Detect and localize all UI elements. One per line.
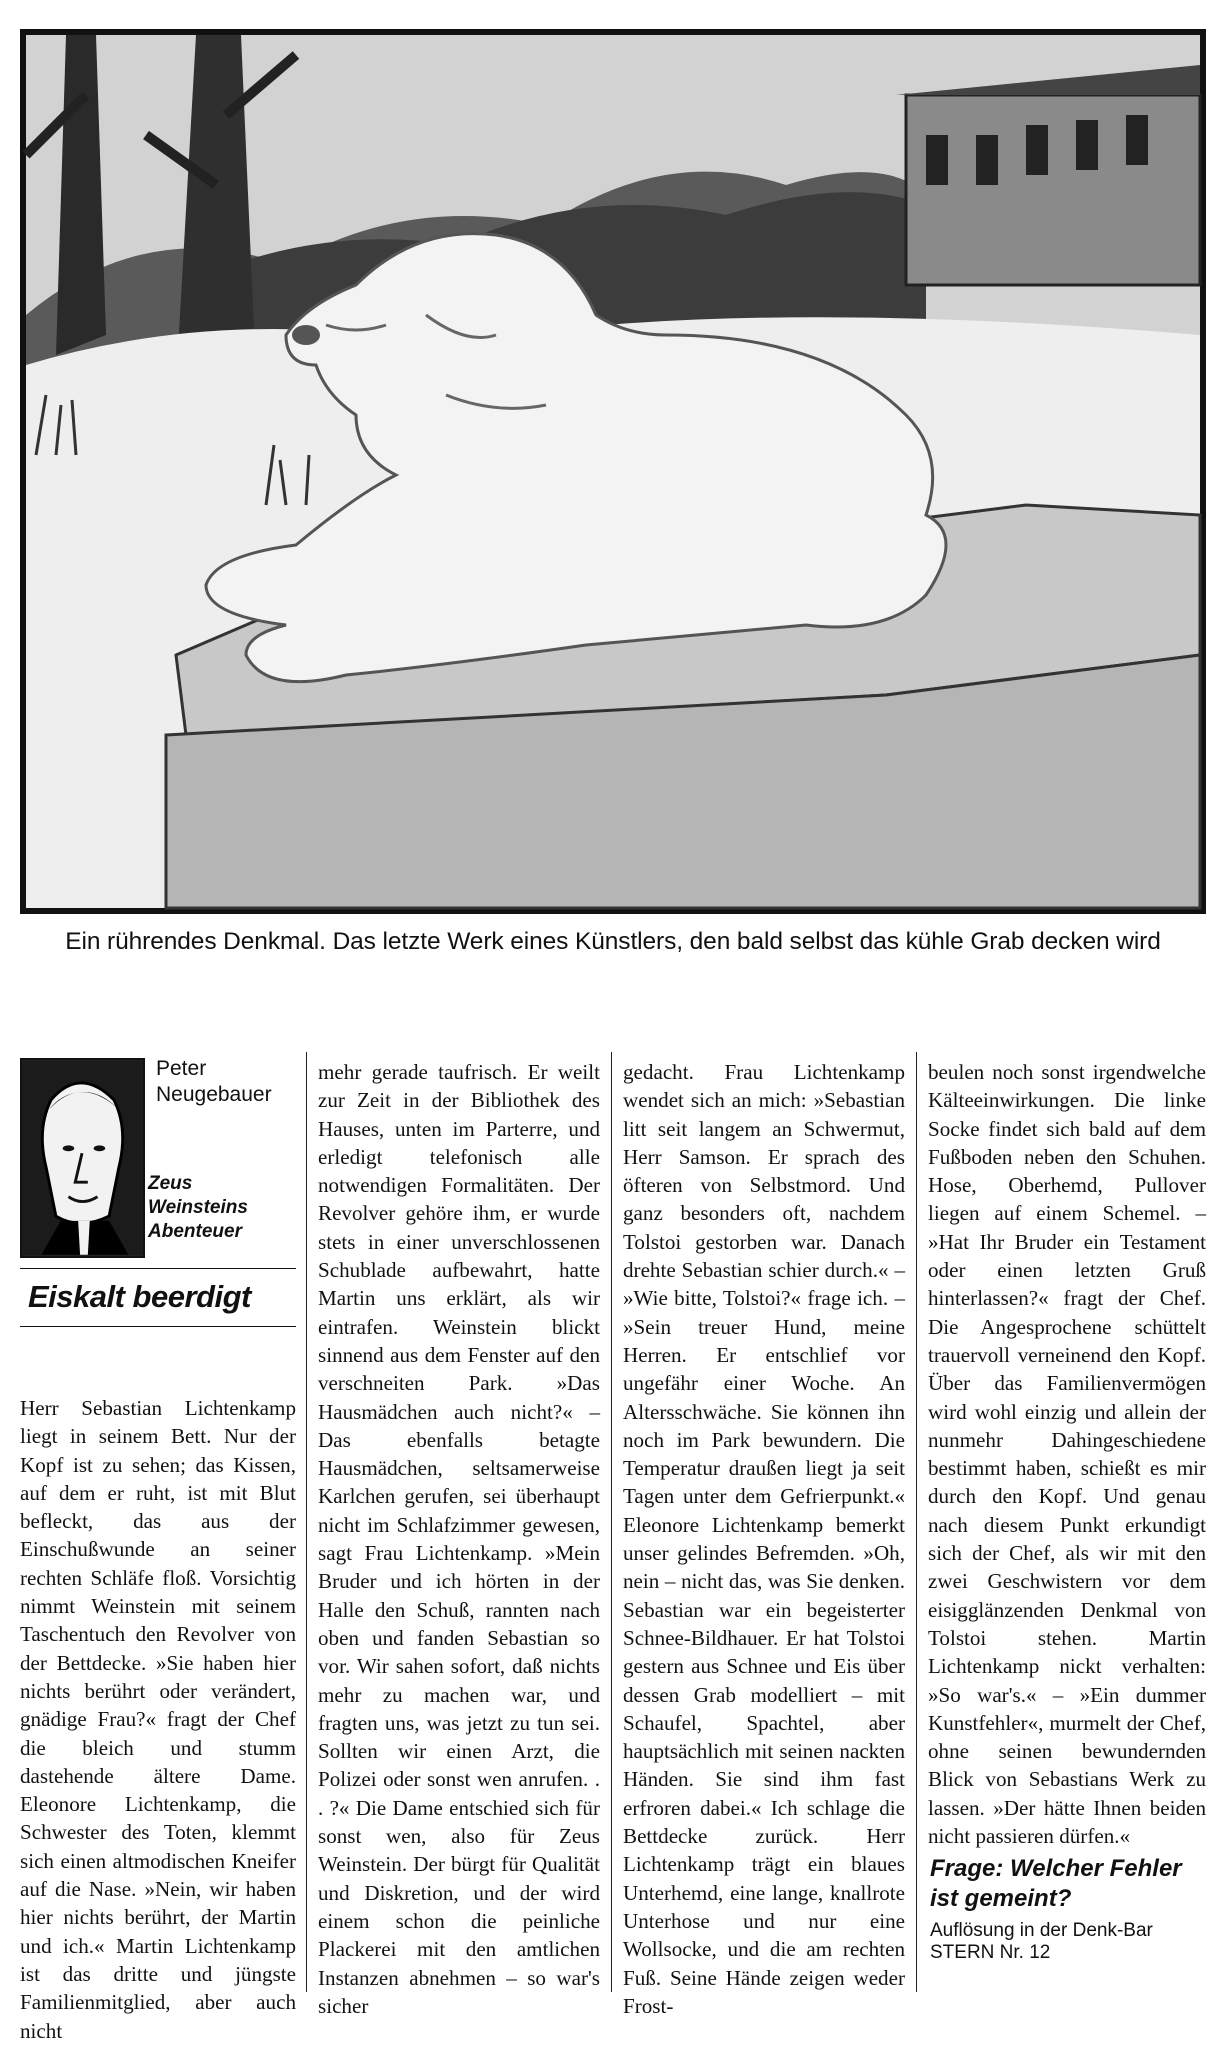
divider xyxy=(20,1268,296,1269)
article-column-1 xyxy=(20,1394,296,2045)
series-line-3: Abenteuer xyxy=(148,1221,242,1242)
paragraph: gedacht. Frau Lichtenkamp wendet sich an mich: »Sebastian litt seit langem an Schwermut, Herr Samson. Er sprach des öfteren von Selbstmord. Und ganz besonders oft, nachdem Tolstoi gestorben war. Danach drehte Sebastian schier durch.« – »Wie bitte, Tolstoi?« frage ich. – »Sein treuer Hund, meine Herren. Er entschlief vor ungefähr einer Woche. An Altersschwäche. Sie können ihn noch im Park bewundern. Die Temperatur draußen liegt ja seit Tagen unter dem Gefrierpunkt.« Eleonore Lichtenkamp bemerkt unser gelindes Befremden. »Oh, nein – nicht das, was Sie denken. Sebastian war ein begeisterter Schnee-Bildhauer. Er hat Tolstoi gestern aus Schnee und Eis über dessen Grab modelliert – mit Schaufel, Spachtel, aber hauptsächlich mit seinen nackten Händen. Sie sind ihm fast erfroren dabei.« Ich schlage die Bettdecke zurück. Herr Lichtenkamp trägt ein blaues Unterhemd, eine lange, knallrote Unterhose und nur eine Wollsocke, und die am rechten Fuß. Seine Hände zeigen weder Frost- xyxy=(623,1060,905,2018)
column-rule xyxy=(611,1052,612,1992)
headline: Eiskalt beerdigt xyxy=(28,1279,251,1314)
paragraph: mehr gerade taufrisch. Er weilt zur Zeit in der Bibliothek des Hauses, unten im Parterre, und erledigt telefonisch alle notwendigen Formalitäten. Der Revolver gehöre ihm, er wurde stets in einer unverschlossenen Schublade aufbewahrt, hatte Martin uns erklärt, als wir eintrafen. Weinstein blickt sinnend aus dem Fenster auf den verschneiten Park. »Das Hausmädchen auch nicht?« – Das ebenfalls betagte Hausmädchen, seltsamerweise Karlchen gerufen, sei überhaupt nicht im Schlafzimmer gewesen, sagt Frau Lichtenkamp. »Mein Bruder und ich hörten in der Halle den Schuß, rannten nach oben und fanden Sebastian so vor. Wir sahen sofort, daß nichts mehr zu machen war, und fragten uns, was jetzt zu tun sei. Sollten wir einen Arzt, die Polizei oder sonst wen anrufen. . . ?« Die Dame entschied sich für sonst wen, also für Zeus Weinstein. Der bürgt für Qualität und Diskretion, und der wird einem schon die peinliche Plackerei mit den amtlichen Instanzen abnehmen – so war's sicher xyxy=(318,1060,600,2018)
solution-line-2: STERN Nr. 12 xyxy=(930,1942,1051,1963)
column-rule xyxy=(306,1052,307,1992)
illustration xyxy=(20,29,1206,914)
caption: Ein rührendes Denkmal. Das letzte Werk eines Künstlers, den bald selbst das kühle Grab decken wird xyxy=(65,928,1161,955)
series-title xyxy=(148,1172,298,1244)
paragraph: beulen noch sonst irgendwelche Kälteeinwirkungen. Die linke Socke findet sich bald auf dem Fußboden neben den Schuhen. Hose, Oberhemd, Pullover liegen auf einem Schemel. – »Hat Ihr Bruder ein Testament oder einen letzten Gruß hinterlassen?« fragt der Chef. Die Angesprochene schüttelt trauervoll verneinend den Kopf. Über das Familienvermögen wird wohl einzig und allein der nunmehr Dahingeschiedene bestimmt haben, schießt es mir durch den Kopf. Und genau nach diesem Punkt erkundigt sich der Chef, als wir mit den zwei Geschwistern vor dem eisigglänzenden Denkmal von Tolstoi stehen. Martin Lichtenkamp nickt verhalten: »So war's.« – »Ein dummer Kunstfehler«, murmelt der Chef, ohne seinen bewundernden Blick von Sebastians Werk zu lassen. »Der hätte Ihnen beiden nicht passieren dürfen.« xyxy=(928,1060,1206,1849)
series-line-2: Weinsteins xyxy=(148,1197,248,1218)
article-column-2 xyxy=(318,1058,600,2020)
paragraph: Herr Sebastian Lichtenkamp liegt in seinem Bett. Nur der Kopf ist zu sehen; das Kissen, auf dem er ruht, ist mit Blut befleckt, das aus der Einschußwunde an seiner rechten Schläfe floß. Vorsichtig nimmt Weinstein mit seinem Taschentuch den Revolver von der Bettdecke. »Sie haben hier nichts berührt oder verändert, gnädige Frau?« fragt der Chef die bleich und stumm dastehende ältere Dame. Eleonore Lichtenkamp, die Schwester des Toten, klemmt sich einen altmodischen Kneifer auf die Nase. »Nein, wir haben hier nichts berührt, der Martin und ich.« Martin Lichtenkamp ist das dritte und jüngste Familienmitglied, aber auch nicht xyxy=(20,1396,296,2043)
author-caricature-icon xyxy=(22,1060,143,1256)
article-column-3 xyxy=(623,1058,905,2020)
solution-line-1: Auflösung in der Denk-Bar xyxy=(930,1920,1153,1941)
article-column-4 xyxy=(928,1058,1206,1850)
byline xyxy=(156,1056,296,1108)
column-rule xyxy=(916,1052,917,1992)
byline-last: Neugebauer xyxy=(156,1083,272,1106)
byline-first: Peter xyxy=(156,1057,207,1080)
solution-note xyxy=(930,1920,1206,1964)
divider xyxy=(20,1326,296,1327)
series-line-1: Zeus xyxy=(148,1173,193,1194)
author-portrait xyxy=(20,1058,145,1258)
snow-dog-sculpture-illustration xyxy=(26,35,1200,908)
riddle-question: Frage: Welcher Fehler ist gemeint? xyxy=(930,1855,1182,1912)
